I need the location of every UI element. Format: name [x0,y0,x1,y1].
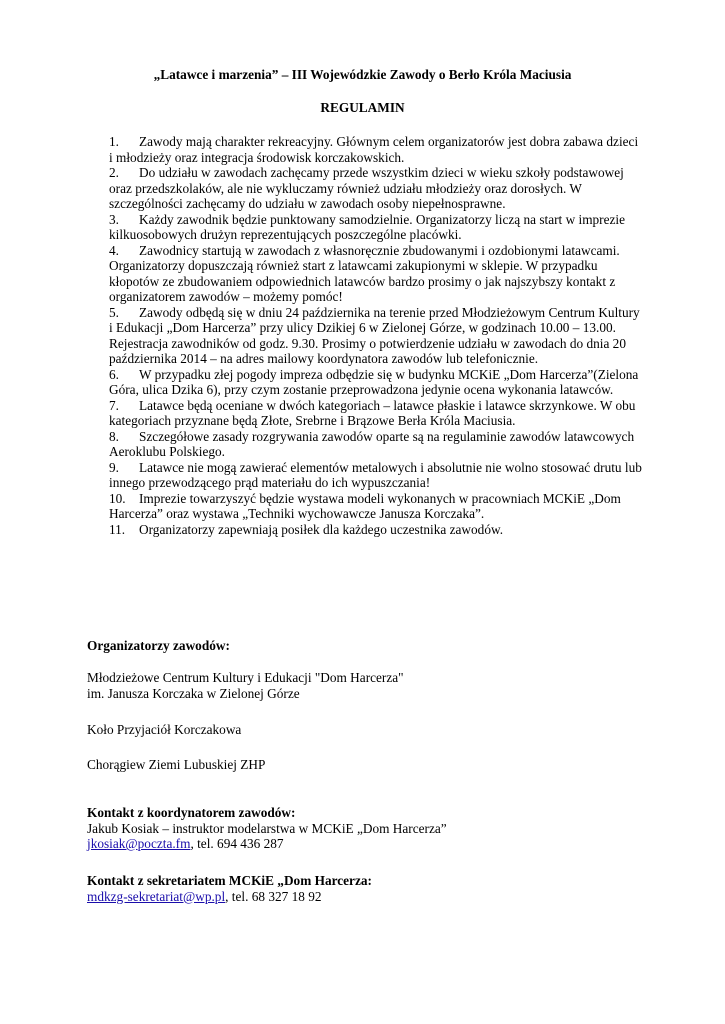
organizers-heading: Organizatorzy zawodów: [87,638,230,653]
rule-text: Zawodnicy startują w zawodach z własnoręcznie zbudowanymi i ozdobionymi latawcami. Organizatorzy dopuszczają również start z latawcami zakupionymi w sklepie. W przypadku kłopotów ze zbudowaniem odpowiednich latawców bardzo prosimy o jak najszybszy kontakt z organizatorem zawodów – możemy pomóc! [109,242,620,304]
rule-text: Organizatorzy zapewniają posiłek dla każdego uczestnika zawodów. [139,521,504,537]
rule-item: 3. Każdy zawodnik będzie punktowany samodzielnie. Organizatorzy liczą na start w imprezie kilkuosobowych drużyn reprezentujących poszczególne placówki. [109,211,626,242]
secretariat-contact [87,873,647,904]
rule-text: Każdy zawodnik będzie punktowany samodzielnie. Organizatorzy liczą na start w imprezie kilkuosobowych drużyn reprezentujących poszczególne placówki. [109,211,626,242]
coordinator-email-line [87,836,647,852]
secretariat-email-link[interactable]: mdkzg-sekretariat@wp.pl [87,888,226,904]
rule-text: Szczegółowe zasady rozgrywania zawodów oparte są na regulaminie zawodów latawcowych Aeroklubu Polskiego. [109,428,635,459]
organizer-1 [87,670,647,701]
rule-item: 5. Zawody odbędą się w dniu 24 października na terenie przed Młodzieżowym Centrum Kultury i Edukacji „Dom Harcerza” przy ulicy Dzikiej 6 w Zielonej Górze, w godzinach 10.00 – 13.00. Rejestracja zawodników od godz. 9.30. Prosimy o potwierdzenie udziału w zawodach do dnia 20 października 2014 – na adres mailowy koordynatora zawodów lub telefonicznie. [109,304,640,366]
rule-item: 11. Organizatorzy zapewniają posiłek dla każdego uczestnika zawodów. [109,521,504,537]
rule-item: 4. Zawodnicy startują w zawodach z własnoręcznie zbudowanymi i ozdobionymi latawcami. Organizatorzy dopuszczają również start z latawcami zakupionymi w sklepie. W przypadku kłopotów ze zbudowaniem odpowiednich latawców bardzo prosimy o jak najszybszy kontakt z organizatorem zawodów – możemy pomóc! [109,242,620,304]
coordinator-heading: Kontakt z koordynatorem zawodów: [87,805,296,820]
coordinator-contact [87,805,647,852]
rule-item: 1. Zawody mają charakter rekreacyjny. Głównym celem organizatorów jest dobra zabawa dzieci i młodzieży oraz integracja środowisk korczakowskich. [109,134,639,165]
rule-text: Zawody mają charakter rekreacyjny. Głównym celem organizatorów jest dobra zabawa dzieci i młodzieży oraz integracja środowisk korczakowskich. [109,134,639,165]
rule-text: Do udziału w zawodach zachęcamy przede wszystkim dzieci w wieku szkoły podstawowej oraz przedszkolaków, ale nie wykluczamy również udziału młodzieży oraz dorosłych. W szczególności zachęcamy do udziału w zawodach osoby niepełnosprawne. [109,165,624,211]
rule-item: 9. Latawce nie mogą zawierać elementów metalowych i absolutnie nie wolno stosować drutu lub innego przewodzącego prąd materiału do ich wypuszczania! [109,459,642,490]
organizer-2: Koło Przyjaciół Korczakowa [87,722,242,737]
rule-item: 10. Imprezie towarzyszyć będzie wystawa modeli wykonanych w pracowniach MCKiE „Dom Harcerza” oraz wystawa „Techniki wychowawcze Janusza Korczaka”. [109,490,621,521]
rule-item: 7. Latawce będą oceniane w dwóch kategoriach – latawce płaskie i latawce skrzynkowe. W obu kategoriach przyznane będą Złote, Srebrne i Brązowe Berła Króla Maciusia. [109,397,636,428]
rule-item: 6. W przypadku złej pogody impreza odbędzie się w budynku MCKiE „Dom Harcerza”(Zielona Góra, ulica Dzika 6), przy czym zostanie przeprowadzona jedynie ocena wykonania latawców. [109,366,639,397]
secretariat-email-line [87,889,647,905]
rules-list [109,134,644,537]
rule-item: 2. Do udziału w zawodach zachęcamy przede wszystkim dzieci w wieku szkoły podstawowej oraz przedszkolaków, ale nie wykluczamy również udziału młodzieży oraz dorosłych. W szczególności zachęcamy do udziału w zawodach osoby niepełnosprawne. [109,165,624,211]
organizer-1-name: Młodzieżowe Centrum Kultury i Edukacji "Dom Harcerza" [87,670,404,685]
rule-text: Imprezie towarzyszyć będzie wystawa modeli wykonanych w pracowniach MCKiE „Dom Harcerza” oraz wystawa „Techniki wychowawcze Janusza Korczaka”. [109,490,621,521]
rule-item: 8. Szczegółowe zasady rozgrywania zawodów oparte są na regulaminie zawodów latawcowych Aeroklubu Polskiego. [109,428,635,459]
rule-text: Zawody odbędą się w dniu 24 października na terenie przed Młodzieżowym Centrum Kultury i Edukacji „Dom Harcerza” przy ulicy Dzikiej 6 w Zielonej Górze, w godzinach 10.00 – 13.00. Rejestracja zawodników od godz. 9.30. Prosimy o potwierdzenie udziału w zawodach do dnia 20 października 2014 – na adres mailowy koordynatora zawodów lub telefonicznie. [109,304,640,366]
coordinator-person: Jakub Kosiak – instruktor modelarstwa w MCKiE „Dom Harcerza” [87,820,447,836]
rule-text: Latawce będą oceniane w dwóch kategoriach – latawce płaskie i latawce skrzynkowe. W obu kategoriach przyznane będą Złote, Srebrne i Brązowe Berła Króla Maciusia. [109,397,636,428]
organizer-3: Chorągiew Ziemi Lubuskiej ZHP [87,757,266,772]
coordinator-phone: , tel. 694 436 287 [190,836,284,851]
document-title: „Latawce i marzenia” – III Wojewódzkie Zawody o Berło Króla Maciusia [153,67,572,82]
secretariat-phone: , tel. 68 327 18 92 [225,888,322,904]
regulations-heading: REGULAMIN [320,100,405,115]
rule-text: Latawce nie mogą zawierać elementów metalowych i absolutnie nie wolno stosować drutu lub innego przewodzącego prąd materiału do ich wypuszczania! [109,459,642,490]
coordinator-email-link[interactable]: jkosiak@poczta.fm [87,836,191,851]
organizer-1-subtitle: im. Janusza Korczaka w Zielonej Górze [87,685,300,701]
secretariat-heading: Kontakt z sekretariatem MCKiE „Dom Harcerza: [87,873,372,888]
rule-text: W przypadku złej pogody impreza odbędzie się w budynku MCKiE „Dom Harcerza”(Zielona Góra, ulica Dzika 6), przy czym zostanie przeprowadzona jedynie ocena wykonania latawców. [109,366,639,397]
